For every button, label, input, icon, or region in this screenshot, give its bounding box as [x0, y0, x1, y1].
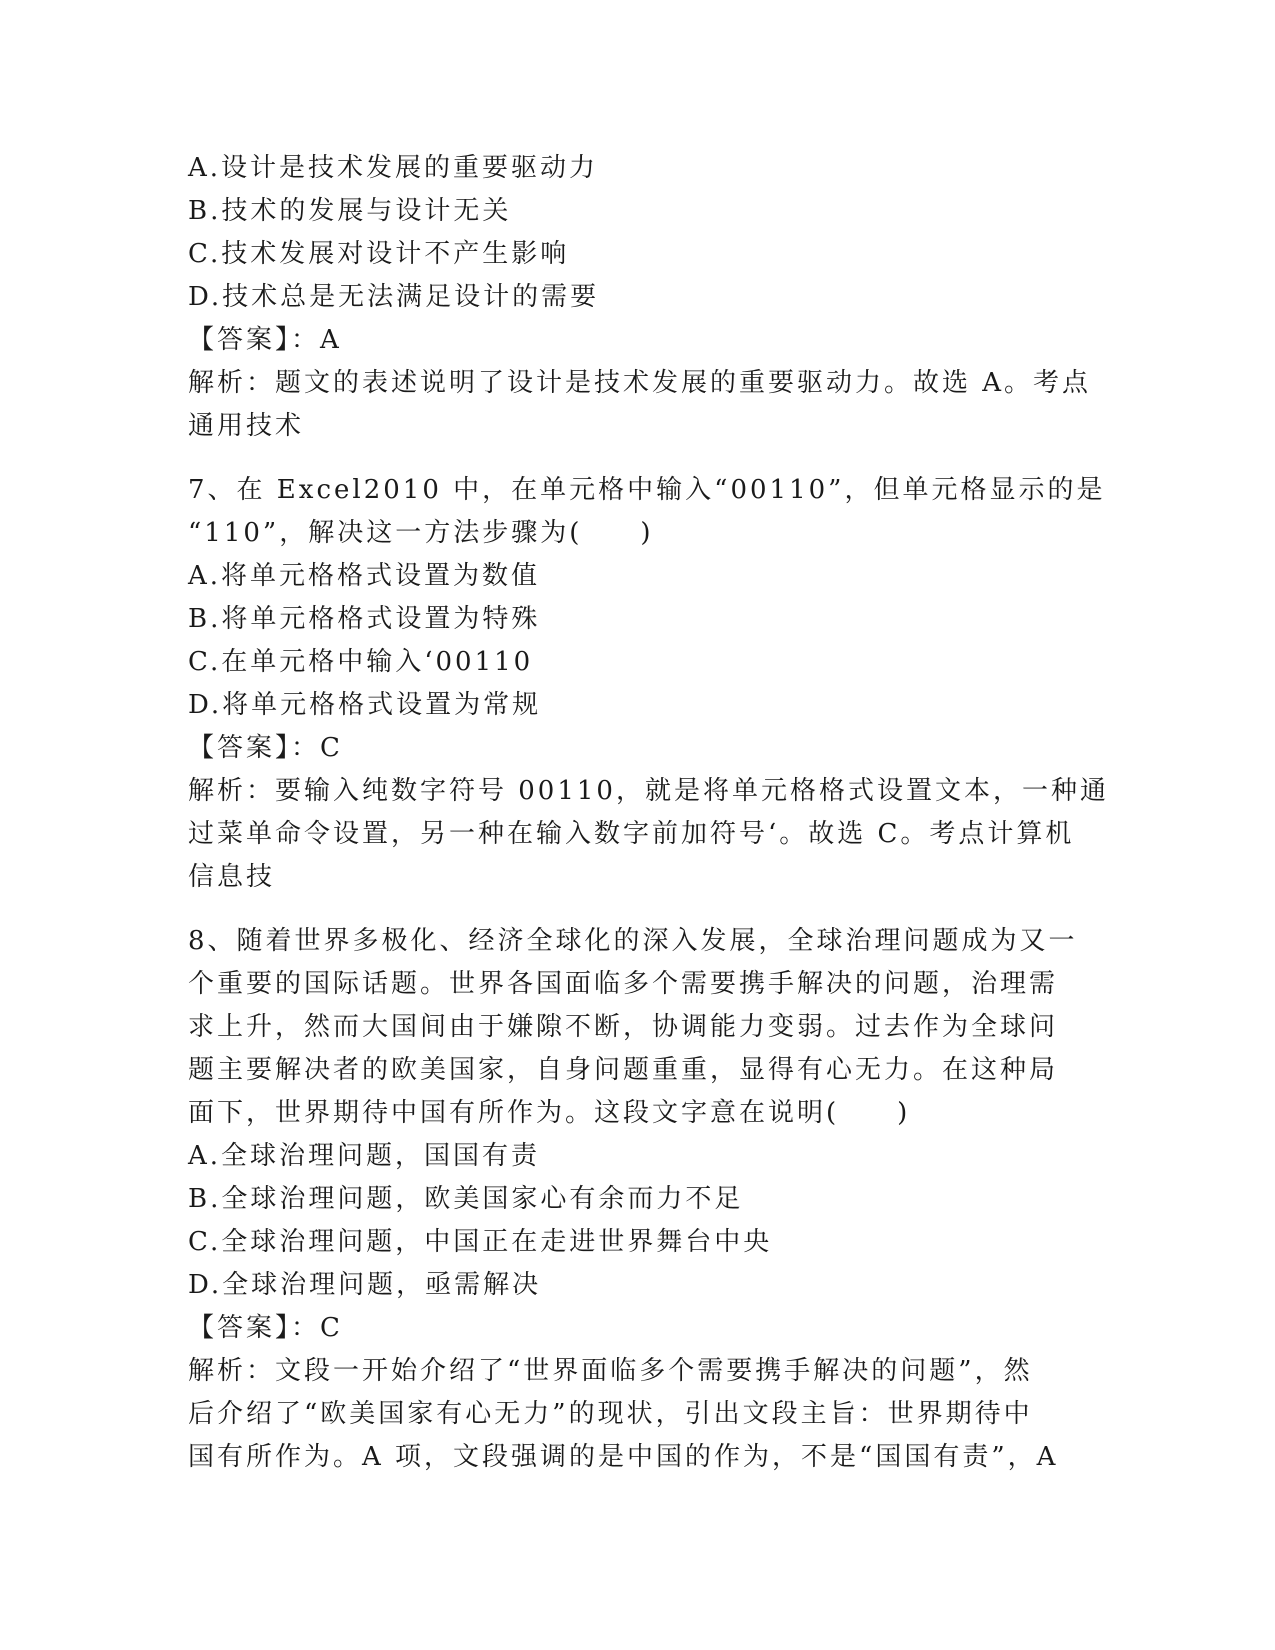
- option-a: A.将单元格格式设置为数值: [188, 561, 541, 591]
- option-a: A.设计是技术发展的重要驱动力: [188, 153, 599, 183]
- question-stem-line: 题主要解决者的欧美国家，自身问题重重，显得有心无力。在这种局: [188, 1055, 1059, 1085]
- question-stem-line: 7、在 Excel2010 中，在单元格中输入“00110”，但单元格显示的是: [188, 475, 1106, 505]
- analysis-line: 通用技术: [188, 411, 305, 441]
- analysis-line: 后介绍了“欧美国家有心无力”的现状，引出文段主旨：世界期待中: [188, 1399, 1033, 1429]
- option-b: B.将单元格格式设置为特殊: [188, 604, 541, 634]
- option-c: C.技术发展对设计不产生影响: [188, 239, 570, 269]
- spacer: [188, 448, 1088, 469]
- option-b: B.全球治理问题，欧美国家心有余而力不足: [188, 1184, 744, 1214]
- option-d: D.技术总是无法满足设计的需要: [188, 282, 600, 312]
- answer-line: 【答案】：C: [188, 1313, 343, 1343]
- question-6-block: [188, 147, 1092, 448]
- question-stem-line: 面下，世界期待中国有所作为。这段文字意在说明( ): [188, 1098, 911, 1128]
- option-d: D.将单元格格式设置为常规: [188, 690, 542, 720]
- option-d: D.全球治理问题，亟需解决: [188, 1270, 542, 1300]
- analysis-line: 信息技: [188, 862, 276, 892]
- answer-line: 【答案】：C: [188, 733, 343, 763]
- spacer: [188, 899, 1088, 920]
- answer-line: 【答案】：A: [188, 325, 342, 355]
- question-stem-line: 8、随着世界多极化、经济全球化的深入发展，全球治理问题成为又一: [188, 926, 1078, 956]
- analysis-line: 解析：要输入纯数字符号 00110，就是将单元格格式设置文本，一种通: [188, 776, 1109, 806]
- option-b: B.技术的发展与设计无关: [188, 196, 512, 226]
- question-8-block: [188, 920, 1088, 1479]
- analysis-line: 国有所作为。A 项，文段强调的是中国的作为，不是“国国有责”，A: [188, 1442, 1059, 1472]
- option-a: A.全球治理问题，国国有责: [188, 1141, 541, 1171]
- question-7-block: [188, 469, 1109, 899]
- document-page: [188, 147, 1109, 1479]
- question-stem-line: 求上升，然而大国间由于嫌隙不断，协调能力变弱。过去作为全球问: [188, 1012, 1059, 1042]
- question-stem-line: “110”，解决这一方法步骤为( ): [188, 518, 654, 548]
- analysis-line: 过菜单命令设置，另一种在输入数字前加符号‘。故选 C。考点计算机: [188, 819, 1075, 849]
- question-stem-line: 个重要的国际话题。世界各国面临多个需要携手解决的问题，治理需: [188, 969, 1059, 999]
- option-c: C.全球治理问题，中国正在走进世界舞台中央: [188, 1227, 773, 1257]
- analysis-line: 解析：文段一开始介绍了“世界面临多个需要携手解决的问题”，然: [188, 1356, 1033, 1386]
- analysis-line: 解析：题文的表述说明了设计是技术发展的重要驱动力。故选 A。考点: [188, 368, 1092, 398]
- option-c: C.在单元格中输入‘00110: [188, 647, 534, 677]
